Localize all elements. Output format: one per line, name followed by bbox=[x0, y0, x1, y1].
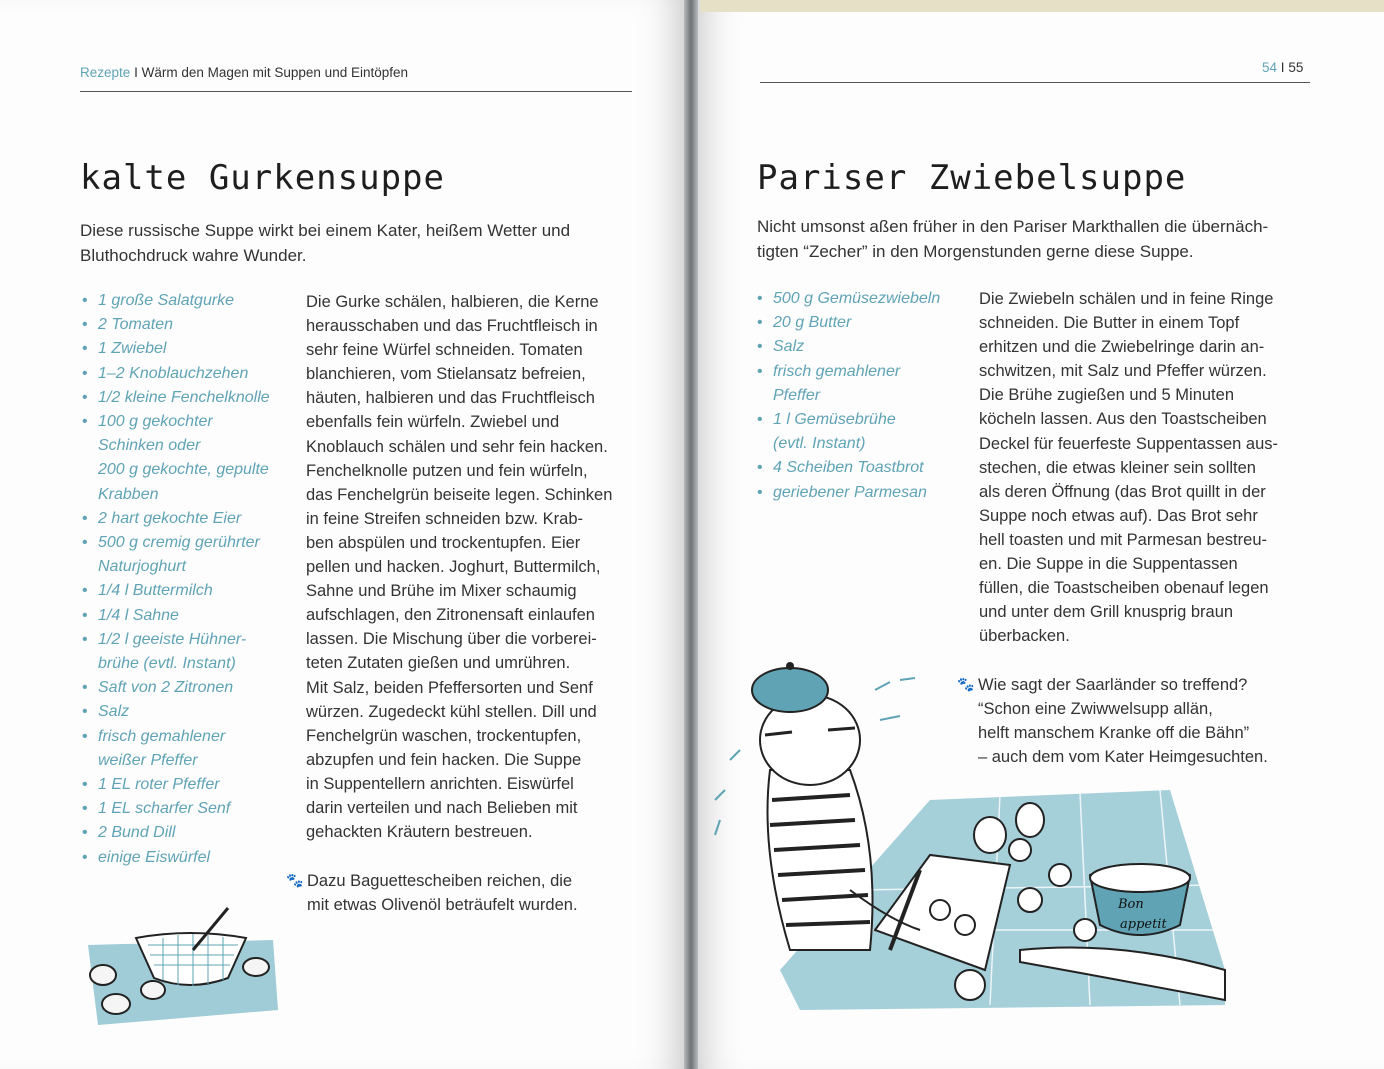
ingredient-item: • 4 Scheiben Toastbrot bbox=[757, 456, 967, 480]
header-rule-right bbox=[760, 82, 1310, 83]
method-line: schwitzen, mit Salz und Pfeffer würzen. bbox=[979, 362, 1267, 381]
recipe-title: kalte Gurkensuppe bbox=[80, 158, 445, 198]
method-line: pellen und hacken. Joghurt, Buttermilch, bbox=[306, 558, 601, 577]
ingredient-item: • geriebener Parmesan bbox=[757, 481, 967, 505]
ingredient-item: • Salz bbox=[757, 335, 967, 359]
ingredient-continuation: Schinken oder bbox=[98, 437, 201, 455]
method-line: würzen. Zugedeckt kühl stellen. Dill und bbox=[306, 702, 597, 721]
ingredient-item: • 1/4 l Sahne bbox=[82, 604, 297, 628]
method-line: ebenfalls fein würfeln. Zwiebel und bbox=[306, 413, 560, 432]
ingredient-item: • 2 Tomaten bbox=[82, 313, 297, 337]
ingredient-item: • 100 g gekochter bbox=[82, 410, 297, 434]
ingredient-item: • 2 Bund Dill bbox=[82, 821, 297, 845]
ingredient-item: • 1 große Salatgurke bbox=[82, 289, 297, 313]
page-number-separator: I bbox=[1280, 60, 1285, 75]
paw-icon: 🐾 bbox=[957, 676, 975, 692]
ingredient-item: • 1 l Gemüsebrühe bbox=[757, 408, 967, 432]
recipe-method bbox=[306, 290, 646, 844]
method-line: Mit Salz, beiden Pfeffersorten und Senf bbox=[306, 678, 593, 697]
recipe-method-right bbox=[979, 287, 1329, 648]
method-line: in feine Streifen schneiden bzw. Krab- bbox=[306, 509, 583, 528]
header-separator: I bbox=[134, 65, 138, 80]
page-number-right: 55 bbox=[1288, 60, 1304, 75]
method-line: Fenchelgrün waschen, trockentupfen, bbox=[306, 726, 582, 745]
method-line: überbacken. bbox=[979, 627, 1070, 646]
intro-line: Bluthochdruck wahre Wunder. bbox=[80, 246, 307, 265]
method-line: hell toasten und mit Parmesan bestreu- bbox=[979, 530, 1267, 549]
method-line: blanchieren, vom Stielansatz befreien, bbox=[306, 365, 586, 384]
method-line: teten Zutaten gießen und umrühren. bbox=[306, 654, 571, 673]
method-line: stechen, die etwas kleiner sein sollten bbox=[979, 458, 1256, 477]
method-line: Die Gurke schälen, halbieren, die Kerne bbox=[306, 293, 599, 311]
method-line: Fenchelknolle putzen und fein würfeln, bbox=[306, 461, 588, 480]
ingredient-continuation: (evtl. Instant) bbox=[773, 435, 866, 453]
intro-line: tigten “Zecher” in den Morgenstunden gerne diese Suppe. bbox=[757, 242, 1194, 261]
method-line: als deren Öffnung (das Brot quillt in der bbox=[979, 482, 1266, 501]
method-line: häuten, halbieren und das Fruchtfleisch bbox=[306, 389, 595, 408]
method-line: herausschaben und das Fruchtfleisch in bbox=[306, 317, 598, 336]
soup-bowl-illustration bbox=[78, 900, 288, 1030]
method-line: ben abspülen und trockentupfen. Eier bbox=[306, 533, 581, 552]
tip-line: Dazu Baguettescheiben reichen, die bbox=[307, 872, 573, 890]
ingredient-item: • 20 g Butter bbox=[757, 311, 967, 335]
ingredient-item: • 500 g Gemüsezwiebeln bbox=[757, 287, 967, 311]
ingredient-item: • 1/4 l Buttermilch bbox=[82, 579, 297, 603]
ingredient-item: • Saft von 2 Zitronen bbox=[82, 676, 297, 700]
page-edge-strip bbox=[700, 0, 1384, 12]
tip-line: Wie sagt der Saarländer so treffend? bbox=[978, 676, 1248, 694]
ingredient-item: • 500 g cremig gerührter bbox=[82, 531, 297, 555]
ingredient-continuation: brühe (evtl. Instant) bbox=[98, 655, 236, 673]
ingredient-continuation: 200 g gekochte, gepulte bbox=[98, 461, 269, 479]
ingredient-item: • 1 EL scharfer Senf bbox=[82, 797, 297, 821]
method-line: Die Zwiebeln schälen und in feine Ringe bbox=[979, 290, 1274, 308]
header-rule bbox=[80, 91, 632, 92]
ingredient-item: • 1/2 kleine Fenchelknolle bbox=[82, 386, 297, 410]
method-line: das Fenchelgrün beiseite legen. Schinken bbox=[306, 485, 613, 504]
tip-line: mit etwas Olivenöl beträufelt wurden. bbox=[307, 896, 578, 915]
method-line: in Suppentellern anrichten. Eiswürfel bbox=[306, 774, 574, 793]
tip-line: “Schon eine Zwiwwelsupp allän, bbox=[978, 700, 1213, 719]
method-line: aufschlagen, den Zitronensaft einlaufen bbox=[306, 606, 595, 625]
ingredient-item: • 1 EL roter Pfeffer bbox=[82, 773, 297, 797]
intro-line: Diese russische Suppe wirkt bei einem Kater, heißem Wetter und bbox=[80, 221, 571, 240]
method-line: Knoblauch schälen und sehr fein hacken. bbox=[306, 437, 608, 456]
recipe-title-right: Pariser Zwiebelsuppe bbox=[757, 158, 1187, 198]
recipe-intro-right bbox=[757, 214, 1327, 264]
ingredient-item: • frisch gemahlener bbox=[82, 725, 297, 749]
method-line: lassen. Die Mischung über die vorberei- bbox=[306, 630, 597, 649]
ingredient-item: • Salz bbox=[82, 700, 297, 724]
page-number-left: 54 bbox=[1262, 60, 1278, 75]
ingredient-item: • 1 Zwiebel bbox=[82, 337, 297, 361]
method-line: schneiden. Die Butter in einem Topf bbox=[979, 314, 1240, 333]
chapter-label: Wärm den Magen mit Suppen und Eintöpfen bbox=[141, 65, 409, 80]
method-line: en. Die Suppe in die Suppentassen bbox=[979, 555, 1238, 574]
bowl-text-bon: Bon bbox=[1118, 897, 1144, 912]
paw-icon: 🐾 bbox=[286, 872, 304, 888]
book-gutter bbox=[684, 0, 698, 1069]
method-line: köcheln lassen. Aus den Toastscheiben bbox=[979, 410, 1267, 429]
ingredient-continuation: Naturjoghurt bbox=[98, 558, 187, 576]
ingredient-continuation: Pfeffer bbox=[773, 386, 821, 404]
method-line: sehr feine Würfel schneiden. Tomaten bbox=[306, 341, 583, 360]
method-line: Deckel für feuerfeste Suppentassen aus- bbox=[979, 434, 1279, 453]
method-line: Die Brühe zugießen und 5 Minuten bbox=[979, 386, 1234, 405]
ingredient-continuation: Krabben bbox=[98, 485, 159, 503]
page-numbers bbox=[1262, 60, 1303, 75]
method-line: gehackten Kräutern bestreuen. bbox=[306, 823, 533, 842]
recipe-tip bbox=[307, 869, 637, 917]
method-line: füllen, die Toastscheiben obenauf legen bbox=[979, 579, 1269, 598]
method-line: und unter dem Grill knusprig braun bbox=[979, 603, 1234, 622]
method-line: darin verteilen und nach Belieben mit bbox=[306, 798, 578, 817]
ingredient-item: • 2 hart gekochte Eier bbox=[82, 507, 297, 531]
ingredient-list bbox=[82, 289, 297, 870]
bowl-text-appetit: appetit bbox=[1120, 917, 1167, 932]
section-label: Rezepte bbox=[80, 65, 131, 80]
ingredient-list-right bbox=[757, 287, 967, 505]
ingredient-item: • einige Eiswürfel bbox=[82, 846, 297, 870]
method-line: Suppe noch etwas auf). Das Brot sehr bbox=[979, 506, 1258, 525]
ingredient-continuation: weißer Pfeffer bbox=[98, 751, 198, 769]
tip-line: – auch dem vom Kater Heimgesuchten. bbox=[978, 748, 1268, 767]
recipe-intro bbox=[80, 218, 640, 268]
intro-line: Nicht umsonst aßen früher in den Pariser Markthallen die übernäch- bbox=[757, 217, 1269, 236]
method-line: abzupfen und fein hacken. Die Suppe bbox=[306, 750, 582, 769]
ingredient-item: • 1–2 Knoblauchzehen bbox=[82, 362, 297, 386]
tip-line: helft manschem Kranke off die Bähn” bbox=[978, 724, 1250, 743]
ingredient-item: • 1/2 l geeiste Hühner- bbox=[82, 628, 297, 652]
method-line: Sahne und Brühe im Mixer schaumig bbox=[306, 582, 577, 601]
ingredient-item: • frisch gemahlener bbox=[757, 360, 967, 384]
cat-chopping-onions-illustration bbox=[700, 650, 1240, 1050]
running-head bbox=[80, 65, 408, 80]
method-line: erhitzen und die Zwiebelringe darin an- bbox=[979, 338, 1265, 357]
